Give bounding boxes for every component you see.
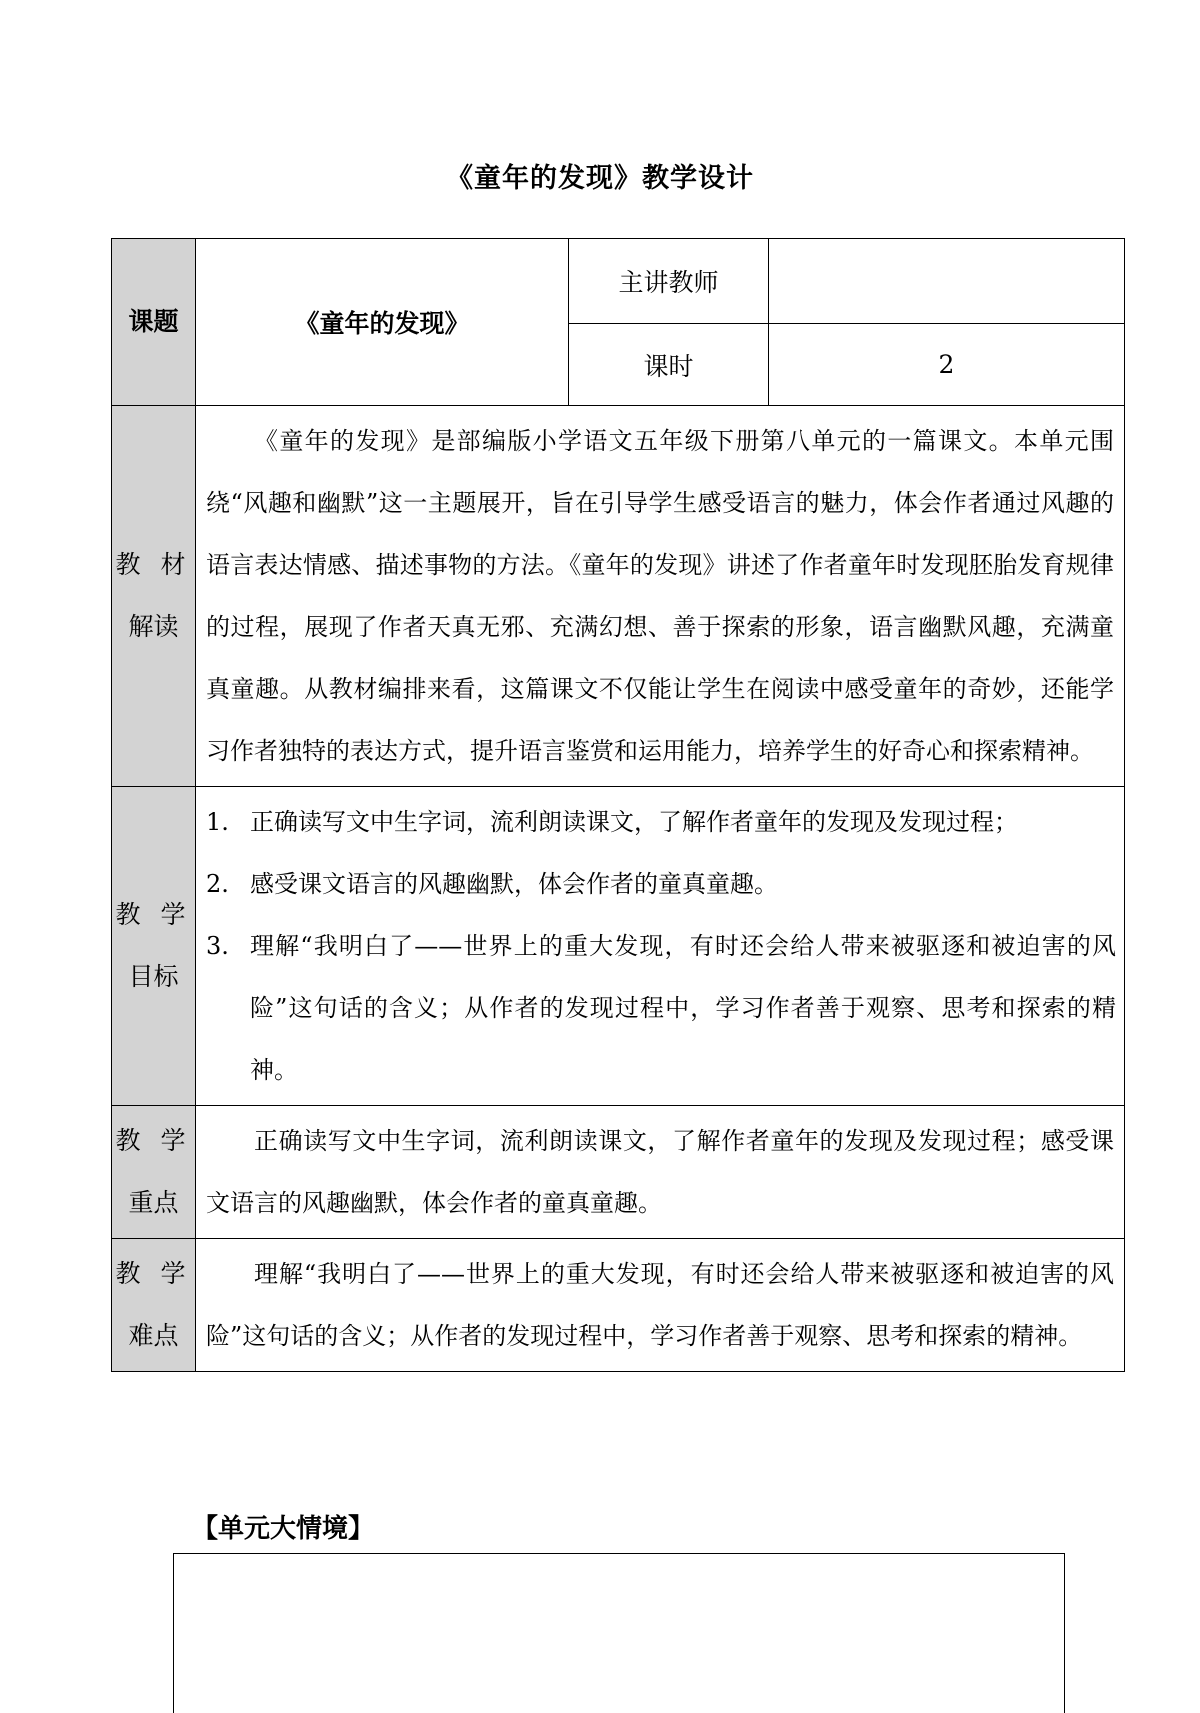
topic-label: 课题 [112, 239, 196, 406]
table-row [112, 787, 1125, 1106]
hours-value: 2 [769, 324, 1125, 406]
table-row [112, 1106, 1125, 1239]
topic-value: 《童年的发现》 [196, 239, 569, 406]
unit-context-box [173, 1553, 1065, 1713]
difficulties-label: 教 学 难点 [112, 1239, 196, 1372]
goals-label: 教 学 目标 [112, 787, 196, 1106]
difficulties-text: 理解“我明白了——世界上的重大发现，有时还会给人带来被驱逐和被迫害的风险”这句话的含义；从作者的发现过程中，学习作者善于观察、思考和探索的精神。 [206, 1260, 1114, 1350]
unit-context-heading: 【单元大情境】 [192, 1514, 375, 1544]
list-item: 1. 正确读写文中生字词，流利朗读课文，了解作者童年的发现及发现过程； [206, 808, 1018, 836]
key-points-label: 教 学 重点 [112, 1106, 196, 1239]
document-title: 《童年的发现》教学设计 [446, 163, 754, 194]
material-cell [196, 406, 1125, 787]
goals-list [196, 787, 1124, 1105]
material-text: 《童年的发现》是部编版小学语文五年级下册第八单元的一篇课文。本单元围绕“风趣和幽默”这一主题展开，旨在引导学生感受语言的魅力，体会作者通过风趣的语言表达情感、描述事物的方法。《童年的发现》讲述了作者童年时发现胚胎发育规律的过程，展现了作者天真无邪、充满幻想、善于探索的形象，语言幽默风趣，充满童真童趣。从教材编排来看，这篇课文不仅能让学生在阅读中感受童年的奇妙，还能学习作者独特的表达方式，提升语言鉴赏和运用能力，培养学生的好奇心和探索精神。 [206, 427, 1114, 765]
table-row [112, 1239, 1125, 1372]
teacher-value [769, 239, 1125, 324]
difficulties-cell [196, 1239, 1125, 1372]
table-row [112, 239, 1125, 324]
material-label: 教 材 解读 [112, 406, 196, 787]
key-points-cell [196, 1106, 1125, 1239]
list-item: 2. 感受课文语言的风趣幽默，体会作者的童真童趣。 [206, 870, 778, 898]
table-row [112, 406, 1125, 787]
list-item: 3. 理解“我明白了——世界上的重大发现，有时还会给人带来被驱逐和被迫害的风险”这句话的含义；从作者的发现过程中，学习作者善于观察、思考和探索的精神。 [206, 932, 1116, 1084]
key-points-text: 正确读写文中生字词，流利朗读课文，了解作者童年的发现及发现过程；感受课文语言的风趣幽默，体会作者的童真童趣。 [206, 1127, 1114, 1217]
hours-label: 课时 [569, 324, 769, 406]
goals-cell [196, 787, 1125, 1106]
teacher-label: 主讲教师 [569, 239, 769, 324]
lesson-plan-table [111, 238, 1125, 1372]
